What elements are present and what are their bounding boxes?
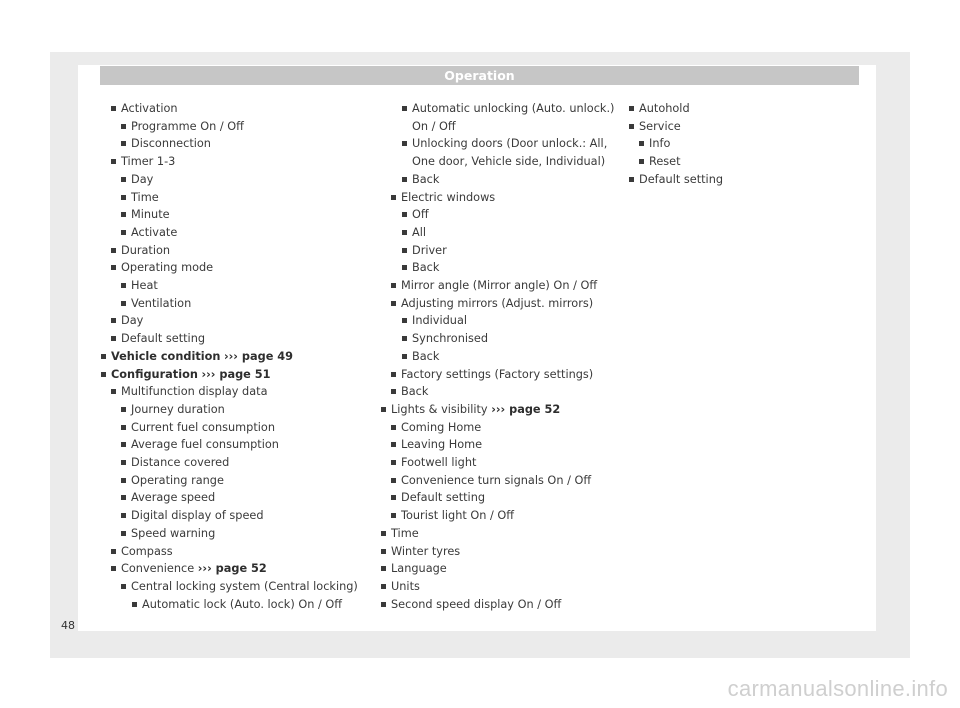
- list-item-label: Default setting: [401, 491, 486, 505]
- list-item-label: Individual: [412, 314, 468, 328]
- list-item-label: Time: [391, 526, 419, 540]
- list-item-label: Factory settings (Factory settings): [401, 367, 594, 381]
- list-item: [370, 401, 614, 419]
- list-item: [370, 189, 614, 207]
- list-item-label: Convenience: [121, 562, 195, 576]
- list-item: [370, 596, 614, 614]
- list-item: [618, 153, 723, 171]
- list-item: [100, 560, 358, 578]
- list-item: [370, 242, 614, 260]
- list-item-label: Timer 1-3: [121, 155, 176, 169]
- list-item-label: Compass: [121, 544, 173, 558]
- list-item: [100, 543, 358, 561]
- page-reference-link[interactable]: ››› page 51: [201, 367, 271, 381]
- list-item-label: Operating range: [131, 473, 224, 487]
- list-item-label: Programme On / Off: [131, 119, 244, 133]
- list-item: [370, 277, 614, 295]
- list-item-label: Distance covered: [131, 456, 230, 470]
- list-item-continuation: One door, Vehicle side, Individual): [412, 155, 606, 169]
- list-item: [100, 472, 358, 490]
- list-item-label: Back: [401, 385, 429, 399]
- list-item: [370, 366, 614, 384]
- list-item-label: Disconnection: [131, 137, 211, 151]
- list-item: [100, 436, 358, 454]
- list-item-label: Language: [391, 562, 447, 576]
- list-item-label: Service: [639, 119, 681, 133]
- list-item: [100, 242, 358, 260]
- list-item-label: Back: [412, 349, 440, 363]
- list-item: [370, 171, 614, 189]
- list-item-label: Activate: [131, 225, 178, 239]
- list-item-label: Ventilation: [131, 296, 192, 310]
- list-item: [370, 525, 614, 543]
- list-item-label: Info: [649, 137, 671, 151]
- list-item-label: Tourist light On / Off: [401, 509, 515, 523]
- list-item: [618, 171, 723, 189]
- list-item-label: Back: [412, 172, 440, 186]
- list-item: [370, 436, 614, 454]
- list-item: [100, 277, 358, 295]
- list-item-label: Default setting: [639, 172, 724, 186]
- list-item: [370, 472, 614, 490]
- list-item: [100, 596, 358, 614]
- list-item-label: Default setting: [121, 332, 206, 346]
- list-item-label: Multifunction display data: [121, 385, 268, 399]
- column-3: [618, 100, 723, 189]
- list-item: [100, 118, 358, 136]
- list-item: [100, 348, 358, 366]
- list-item: [370, 206, 614, 224]
- list-item-label: Time: [131, 190, 159, 204]
- list-item: [370, 419, 614, 437]
- list-item-label: Journey duration: [131, 402, 225, 416]
- list-item: [100, 401, 358, 419]
- list-item: [100, 153, 358, 171]
- list-item: [370, 348, 614, 366]
- list-item: [370, 560, 614, 578]
- list-item: [100, 507, 358, 525]
- list-item-label: Mirror angle (Mirror angle) On / Off: [401, 279, 598, 293]
- list-item: [100, 206, 358, 224]
- list-item: [100, 224, 358, 242]
- page-reference-link[interactable]: ››› page 49: [224, 349, 294, 363]
- list-item: [100, 100, 358, 118]
- list-item: [370, 578, 614, 596]
- list-item: [100, 578, 358, 596]
- list-item-label: Duration: [121, 243, 171, 257]
- list-item: [100, 312, 358, 330]
- list-item: [100, 489, 358, 507]
- list-item: [100, 330, 358, 348]
- list-item-label: Configuration: [111, 367, 198, 381]
- page-reference-link[interactable]: ››› page 52: [491, 402, 561, 416]
- list-item-label: Coming Home: [401, 420, 482, 434]
- list-item: [618, 118, 723, 136]
- list-item: [370, 489, 614, 507]
- list-item: [370, 224, 614, 242]
- column-2: [370, 100, 614, 613]
- list-item-label: Reset: [649, 155, 681, 169]
- list-item: [370, 454, 614, 472]
- list-item-label: Units: [391, 579, 420, 593]
- section-header: Operation: [100, 66, 859, 85]
- list-item-label: Synchronised: [412, 332, 489, 346]
- list-item: [370, 330, 614, 348]
- list-item: [370, 383, 614, 401]
- list-item: [100, 171, 358, 189]
- list-item: [370, 507, 614, 525]
- list-item-label: Leaving Home: [401, 438, 483, 452]
- list-item: [100, 259, 358, 277]
- list-item-label: All: [412, 225, 427, 239]
- list-item-label: Activation: [121, 102, 178, 115]
- list-item: [370, 312, 614, 330]
- list-item-label: Winter tyres: [391, 544, 461, 558]
- list-item-label: Back: [412, 261, 440, 275]
- list-item: [100, 135, 358, 153]
- list-item-label: Speed warning: [131, 526, 216, 540]
- page-reference-link[interactable]: ››› page 52: [197, 562, 267, 576]
- list-item-label: Automatic unlocking (Auto. unlock.): [412, 102, 615, 115]
- list-item: [370, 259, 614, 277]
- list-item-label: Heat: [131, 279, 158, 293]
- list-item-label: Digital display of speed: [131, 509, 264, 523]
- list-item-continuation: On / Off: [412, 119, 456, 133]
- list-item: [370, 100, 614, 135]
- list-item-label: Automatic lock (Auto. lock) On / Off: [142, 597, 343, 611]
- list-item-label: Average speed: [131, 491, 216, 505]
- list-item-label: Off: [412, 208, 429, 222]
- list-item: [100, 366, 358, 384]
- list-item: [100, 189, 358, 207]
- list-item-label: Average fuel consumption: [131, 438, 279, 452]
- list-item-label: Day: [121, 314, 144, 328]
- list-item-label: Adjusting mirrors (Adjust. mirrors): [401, 296, 594, 310]
- column-1: [100, 100, 358, 613]
- list-item: [100, 383, 358, 401]
- list-item-label: Central locking system (Central locking): [131, 579, 358, 593]
- list-item: [100, 525, 358, 543]
- list-item-label: Autohold: [639, 102, 690, 115]
- list-item-label: Operating mode: [121, 261, 214, 275]
- list-item-label: Unlocking doors (Door unlock.: All,: [412, 137, 608, 151]
- list-item: [100, 295, 358, 313]
- list-item-label: Lights & visibility: [391, 402, 488, 416]
- list-item-label: Footwell light: [401, 456, 477, 470]
- list-item-label: Day: [131, 172, 154, 186]
- list-item: [100, 454, 358, 472]
- list-item: [100, 419, 358, 437]
- page-number: 48: [61, 619, 75, 632]
- list-item-label: Minute: [131, 208, 170, 222]
- list-item-label: Current fuel consumption: [131, 420, 275, 434]
- list-item: [618, 100, 723, 118]
- list-item-label: Vehicle condition: [111, 349, 221, 363]
- watermark-text: carmanualsonline.info: [727, 676, 948, 701]
- list-item: [618, 135, 723, 153]
- list-item: [370, 135, 614, 170]
- list-item-label: Second speed display On / Off: [391, 597, 562, 611]
- list-item-label: Convenience turn signals On / Off: [401, 473, 592, 487]
- list-item-label: Driver: [412, 243, 447, 257]
- list-item: [370, 543, 614, 561]
- list-item-label: Electric windows: [401, 190, 496, 204]
- list-item: [370, 295, 614, 313]
